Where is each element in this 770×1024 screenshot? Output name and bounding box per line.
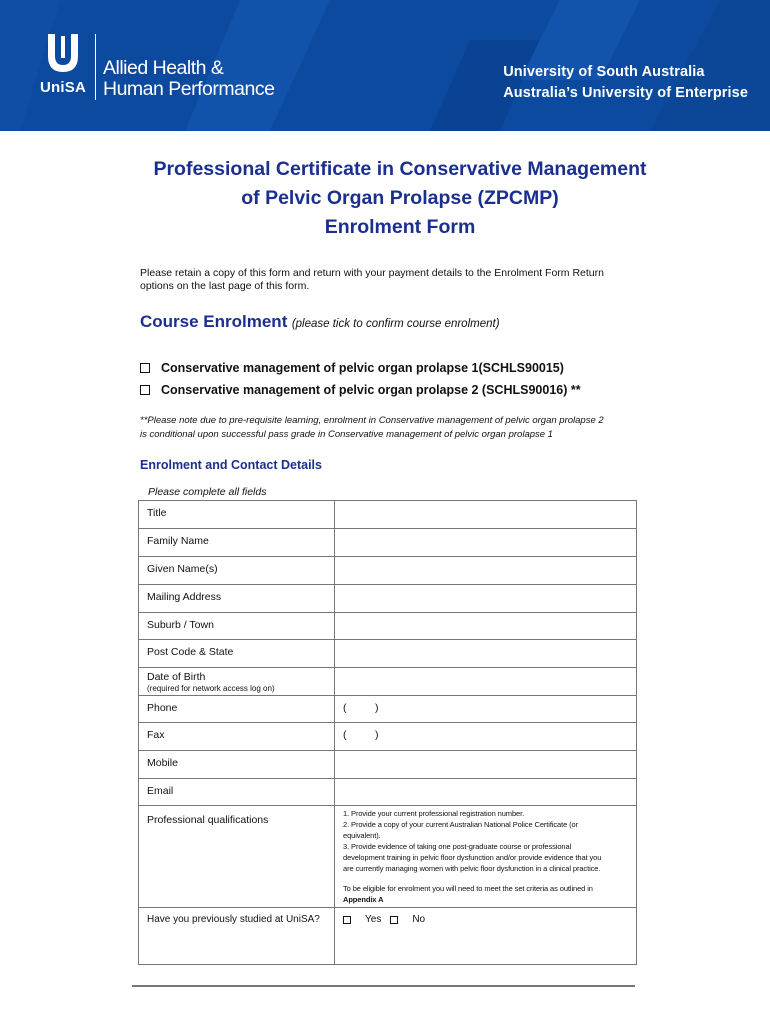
previous-study-label: Have you previously studied at UniSA? xyxy=(139,908,335,965)
yes-no-options xyxy=(343,914,628,925)
form-title xyxy=(0,155,770,242)
phone-paren-open: ( xyxy=(343,702,347,714)
qual-item-2b: equivalent). xyxy=(343,831,381,840)
mailing-address-field[interactable] xyxy=(335,585,637,613)
intro-line-1: Please retain a copy of this form and return with your payment details to the Enrolment Form Return xyxy=(140,267,604,279)
phone-field[interactable] xyxy=(335,696,637,723)
table-row xyxy=(139,696,637,723)
table-row xyxy=(139,751,637,779)
course-1-label: Conservative management of pelvic organ prolapse 1(SCHLS90015) xyxy=(161,361,564,375)
dob-label: Date of Birth xyxy=(147,671,206,683)
suburb-field[interactable] xyxy=(335,613,637,640)
table-row xyxy=(139,723,637,751)
course-option-2[interactable] xyxy=(140,383,581,397)
email-field[interactable] xyxy=(335,779,637,806)
suburb-label: Suburb / Town xyxy=(139,613,335,640)
table-row xyxy=(139,613,637,640)
course-2-label: Conservative management of pelvic organ prolapse 2 (SCHLS90016) ** xyxy=(161,383,581,397)
mobile-label: Mobile xyxy=(139,751,335,779)
qual-item-2a: 2. Provide a copy of your current Australian National Police Certificate (or xyxy=(343,820,579,829)
course-2-checkbox[interactable] xyxy=(140,385,150,395)
table-row xyxy=(139,501,637,529)
university-line-2: Australia’s University of Enterprise xyxy=(503,85,748,101)
previous-study-field xyxy=(335,908,637,965)
email-label: Email xyxy=(139,779,335,806)
course-enrolment-heading xyxy=(140,312,500,332)
logo-mark xyxy=(40,30,86,96)
phone-label: Phone xyxy=(139,696,335,723)
prerequisite-note xyxy=(140,414,660,442)
family-name-label: Family Name xyxy=(139,529,335,557)
details-heading: Enrolment and Contact Details xyxy=(140,458,322,472)
unisa-logo[interactable] xyxy=(40,30,274,100)
qual-item-3b: development training in pelvic floor dysfunction and/or provide evidence that you xyxy=(343,853,602,862)
table-row xyxy=(139,806,637,908)
table-row xyxy=(139,668,637,696)
yes-checkbox[interactable] xyxy=(343,916,351,924)
unisa-shield-icon xyxy=(44,30,82,76)
university-name xyxy=(503,62,748,104)
university-line-1: University of South Australia xyxy=(503,64,705,80)
header-banner xyxy=(0,0,770,131)
table-row xyxy=(139,529,637,557)
prereq-line-2: is conditional upon successful pass grade in Conservative management of pelvic organ prolapse 1 xyxy=(140,429,553,440)
table-row xyxy=(139,585,637,613)
table-row xyxy=(139,908,637,965)
mailing-address-label: Mailing Address xyxy=(139,585,335,613)
title-line-3: Enrolment Form xyxy=(324,216,476,238)
dob-field[interactable] xyxy=(335,668,637,696)
qual-spacer xyxy=(343,874,628,883)
phone-paren-close: ) xyxy=(375,702,379,714)
yes-label: Yes xyxy=(365,914,382,925)
course-heading-note: (please tick to confirm course enrolment) xyxy=(291,318,500,330)
complete-instruction: Please complete all fields xyxy=(148,486,267,498)
intro-line-2: options on the last page of this form. xyxy=(140,280,310,292)
no-label: No xyxy=(412,914,426,925)
qual-item-3a: 3. Provide evidence of taking one post-graduate course or professional xyxy=(343,842,572,851)
logo-divider xyxy=(95,34,96,100)
title-line-2: of Pelvic Organ Prolapse (ZPCMP) xyxy=(241,187,559,209)
title-line-1: Professional Certificate in Conservative Management xyxy=(153,158,647,180)
title-field[interactable] xyxy=(335,501,637,529)
prereq-line-1: **Please note due to pre-requisite learning, enrolment in Conservative management of pelvic organ prolapse 2 xyxy=(140,415,604,426)
dob-note: (required for network access log on) xyxy=(147,684,275,693)
family-name-field[interactable] xyxy=(335,529,637,557)
qual-appendix: Appendix A xyxy=(343,895,384,904)
footer-divider xyxy=(132,985,635,987)
division-line-2: Human Performance xyxy=(103,78,275,100)
course-heading-text: Course Enrolment xyxy=(140,312,288,331)
division-line-1: Allied Health & xyxy=(103,57,224,79)
given-names-label: Given Name(s) xyxy=(139,557,335,585)
logo-abbrev: UniSA xyxy=(40,79,86,96)
given-names-field[interactable] xyxy=(335,557,637,585)
fax-paren-open: ( xyxy=(343,729,347,741)
mobile-field[interactable] xyxy=(335,751,637,779)
qualifications-label: Professional qualifications xyxy=(139,806,335,908)
course-option-1[interactable] xyxy=(140,361,564,375)
intro-text xyxy=(140,267,680,293)
fax-label: Fax xyxy=(139,723,335,751)
postcode-state-field[interactable] xyxy=(335,640,637,668)
no-checkbox[interactable] xyxy=(390,916,398,924)
table-row xyxy=(139,557,637,585)
enrolment-table xyxy=(138,500,637,965)
fax-field[interactable] xyxy=(335,723,637,751)
postcode-state-label: Post Code & State xyxy=(139,640,335,668)
dob-label-cell xyxy=(139,668,335,696)
qual-eligibility: To be eligible for enrolment you will need to meet the set criteria as outlined in xyxy=(343,884,593,893)
table-row xyxy=(139,640,637,668)
qual-item-1: 1. Provide your current professional registration number. xyxy=(343,809,525,818)
course-1-checkbox[interactable] xyxy=(140,363,150,373)
qualifications-notes xyxy=(335,806,637,908)
qual-item-3c: are currently managing women with pelvic floor dysfunction in a clinical practice. xyxy=(343,864,601,873)
division-name xyxy=(103,58,274,100)
table-row xyxy=(139,779,637,806)
title-label: Title xyxy=(139,501,335,529)
fax-paren-close: ) xyxy=(375,729,379,741)
